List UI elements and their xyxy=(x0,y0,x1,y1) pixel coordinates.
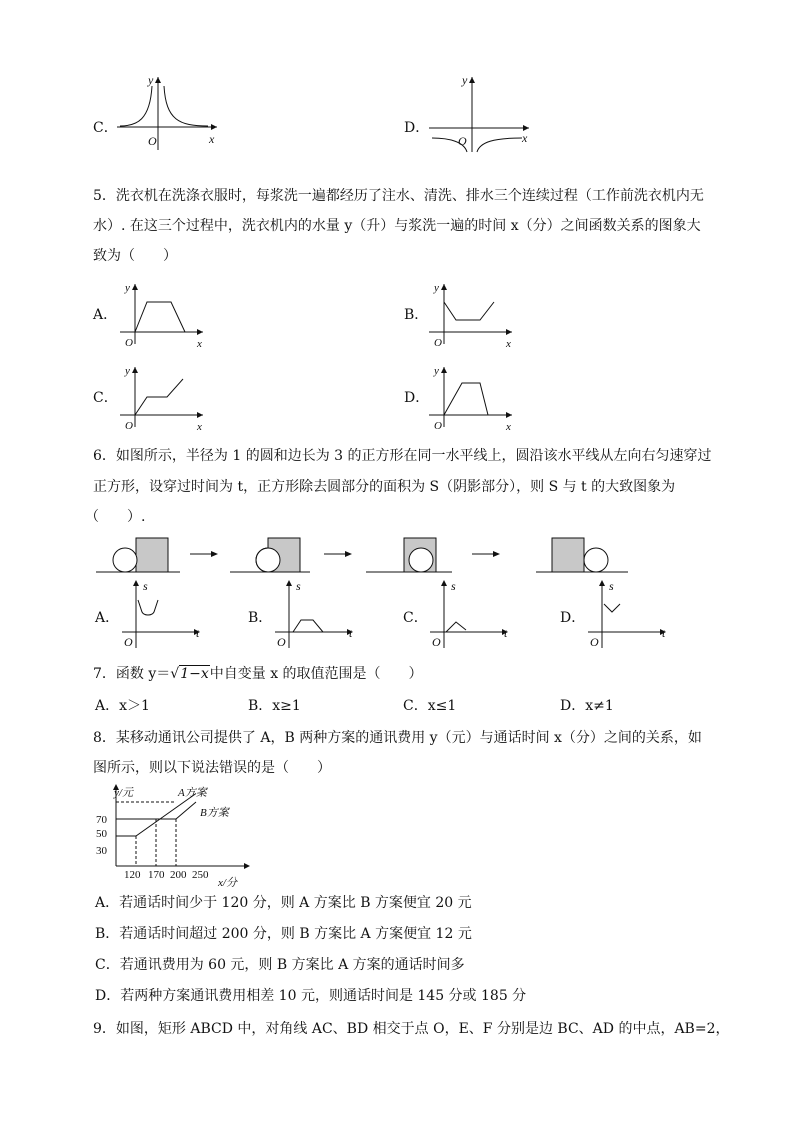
q8-plan-a-label: A方案 xyxy=(178,787,207,799)
q7-stem xyxy=(93,664,423,684)
q8-option-a: A．若通话时间少于 120 分，则 A 方案比 B 方案便宜 20 元 xyxy=(95,895,472,911)
q6c-origin-label: O xyxy=(432,635,441,649)
q6-option-c-graph xyxy=(426,578,516,650)
q8-stem-line-2: 图所示，则以下说法错误的是（ ） xyxy=(93,760,331,776)
q6a-s-label: s xyxy=(143,579,148,593)
q8-stem-line-1: 8．某移动通讯公司提供了 A，B 两种方案的通讯费用 y（元）与通话时间 x（分）之间的关系，如 xyxy=(93,730,702,746)
q6-option-a-label: A． xyxy=(95,610,120,626)
q4d-origin-label: O xyxy=(458,134,467,148)
q6-option-d-label: D． xyxy=(560,610,586,626)
q8-xtick-170: 170 xyxy=(148,869,165,881)
q8-xtick-200: 200 xyxy=(170,869,187,881)
q8-option-c: C．若通讯费用为 60 元，则 B 方案比 A 方案的通话时间多 xyxy=(95,957,465,973)
q7-stem-prefix: 7．函数 y＝ xyxy=(93,666,171,682)
q8-option-b: B．若通话时间超过 200 分，则 B 方案比 A 方案便宜 12 元 xyxy=(95,926,472,942)
q7-stem-suffix: 中自变量 x 的取值范围是（ ） xyxy=(209,666,423,682)
q8-ytick-30: 30 xyxy=(96,845,107,857)
q6-option-b-label: B． xyxy=(248,610,273,626)
q8-series-b xyxy=(116,802,196,819)
q6b-origin-label: O xyxy=(277,635,286,649)
q6-sequence-figure xyxy=(96,534,636,578)
q4-option-d-graph xyxy=(424,72,534,154)
q8-xtick-120: 120 xyxy=(124,869,141,881)
q6-stem-line-1: 6．如图所示，半径为 1 的圆和边长为 3 的正方形在同一水平线上，圆沿该水平线从左向右匀速穿过 xyxy=(93,448,712,464)
q4d-x-label: x xyxy=(522,131,528,145)
q8-plan-b-label: B方案 xyxy=(200,807,229,819)
q5-option-b-label: B． xyxy=(404,307,429,323)
q6b-s-label: s xyxy=(296,579,301,593)
q5a-origin-label: O xyxy=(125,337,133,348)
q8-x-axis-label: x/分 xyxy=(218,877,237,889)
q4d-y-label: y xyxy=(462,73,468,87)
q7-option-b: B．x≥1 xyxy=(248,698,301,714)
q5-option-a-graph xyxy=(115,280,210,348)
q8-xtick-250: 250 xyxy=(192,869,209,881)
q5d-x-label: x xyxy=(506,421,511,431)
q6b-t-label: t xyxy=(349,626,353,640)
q7-radicand: 1−x xyxy=(180,666,209,682)
q4c-y-label: y xyxy=(148,73,154,87)
q5d-origin-label: O xyxy=(434,420,442,431)
q5-stem-line-3: 致为（ ） xyxy=(93,248,177,264)
q6-option-c-label: C． xyxy=(403,610,428,626)
q4-option-d-label: D． xyxy=(404,120,430,136)
q5-stem-line-2: 水）. 在这三个过程中，洗衣机内的水量 y（升）与浆洗一遍的时间 x（分）之间函数关系的图象大 xyxy=(93,218,701,234)
q6c-s-label: s xyxy=(451,579,456,593)
q5-option-c-label: C． xyxy=(93,390,118,406)
q7-option-c: C．x≤1 xyxy=(403,698,457,714)
q8-chart xyxy=(92,782,267,890)
q7-option-d: D．x≠1 xyxy=(560,698,614,714)
q8-y-axis-label: y/元 xyxy=(114,787,133,799)
q6d-origin-label: O xyxy=(590,635,599,649)
q5b-origin-label: O xyxy=(434,337,442,348)
sqrt-symbol-icon: √ xyxy=(170,666,180,682)
q8-ytick-70: 70 xyxy=(96,814,107,826)
q6-option-b-graph xyxy=(271,578,361,650)
q6-stem-line-2: 正方形，设穿过时间为 t，正方形除去圆部分的面积为 S（阴影部分），则 S 与 t 的大致图象为 xyxy=(93,479,676,495)
q5-option-b-graph xyxy=(424,280,519,348)
q8-x-axis-arrow-icon xyxy=(244,863,250,869)
q5a-y-label: y xyxy=(125,282,130,294)
q4c-origin-label: O xyxy=(148,134,157,148)
q5-option-c-graph xyxy=(115,363,210,431)
q6d-t-label: t xyxy=(662,626,666,640)
q5b-y-label: y xyxy=(434,282,439,294)
q5d-y-label: y xyxy=(434,365,439,377)
q5-option-a-label: A． xyxy=(93,307,118,323)
q5-stem-line-1: 5．洗衣机在洗涤衣服时，每浆洗一遍都经历了注水、清洗、排水三个连续过程（工作前洗衣机内无 xyxy=(93,188,704,204)
q4-option-c-label: C． xyxy=(93,120,118,136)
q4-option-c-graph xyxy=(112,72,222,152)
q6d-s-label: s xyxy=(609,579,614,593)
q5b-x-label: x xyxy=(506,338,511,348)
q6-stem-line-3: （ ）. xyxy=(85,509,146,525)
q7-option-a: A．x＞1 xyxy=(95,698,150,714)
q6-option-d-graph xyxy=(584,578,674,650)
q6c-t-label: t xyxy=(504,626,508,640)
q5c-origin-label: O xyxy=(125,420,133,431)
q6-option-a-graph xyxy=(118,578,208,650)
q6a-t-label: t xyxy=(196,626,200,640)
q8-option-d: D．若两种方案通讯费用相差 10 元，则通话时间是 145 分或 185 分 xyxy=(95,988,527,1004)
q6a-origin-label: O xyxy=(124,635,133,649)
q5c-y-label: y xyxy=(125,365,130,377)
q5a-x-label: x xyxy=(197,338,202,348)
q8-ytick-50: 50 xyxy=(96,828,107,840)
q4c-x-label: x xyxy=(209,132,215,146)
q5c-x-label: x xyxy=(197,421,202,431)
q5-option-d-label: D． xyxy=(404,390,430,406)
q5-option-d-graph xyxy=(424,363,519,431)
q9-stem: 9．如图，矩形 ABCD 中，对角线 AC、BD 相交于点 O，E、F 分别是边 BC、AD 的中点，AB=2， xyxy=(93,1021,730,1037)
